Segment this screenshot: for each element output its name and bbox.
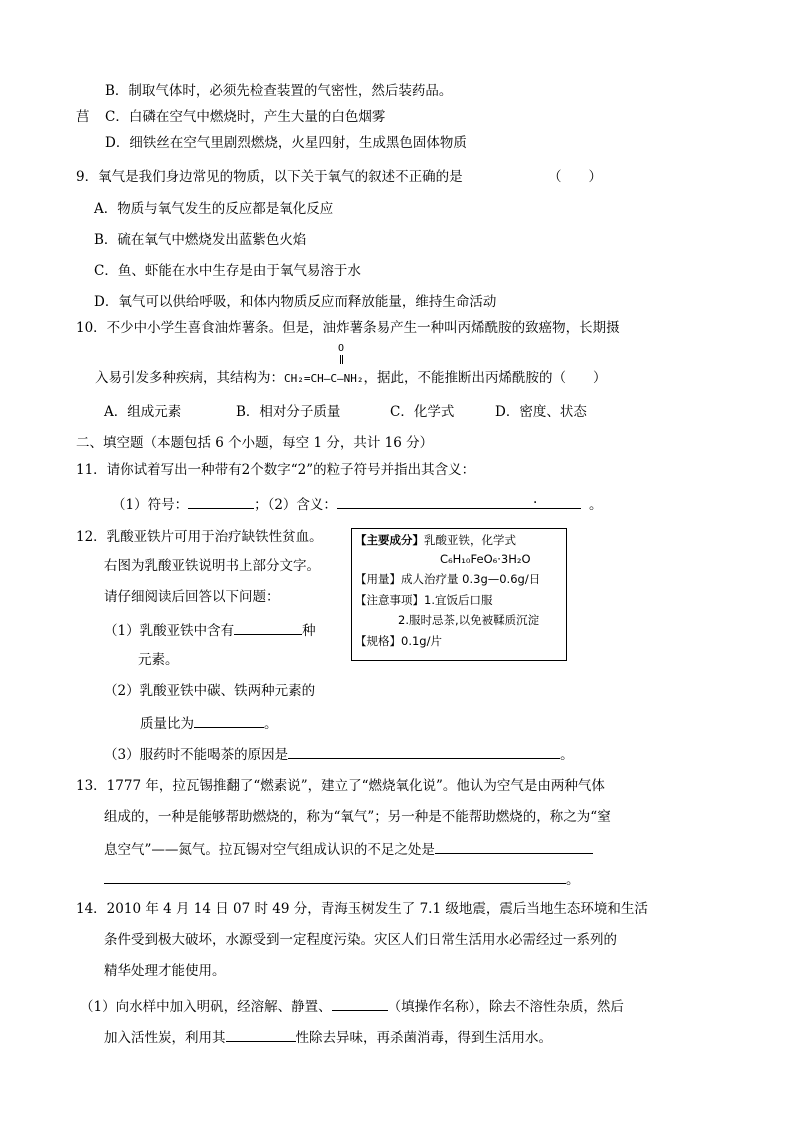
label-spec [355,633,442,649]
q9-answer-paren: （ ） [548,169,602,185]
q14-sub1-text3: 加入活性炭，利用其 [104,1030,226,1046]
q12-sub3-text: （3）服药时不能喝茶的原因是 [104,747,289,763]
q9-stem: 9．氧气是我们身边常见的物质，以下关于氧气的叙述不正确的是 [76,169,463,185]
q8-option-c: C．白磷在空气中燃烧时，产生大量的白色烟雾 [105,109,386,125]
q11-stem: 11．请你试着写出一种带有2个数字“2”的粒子符号并指出其含义： [76,462,476,478]
q12-sub1-cont: 元素。 [138,652,179,668]
q12-mass-ratio-label: 质量比为 [140,716,194,732]
q12-sub1 [104,620,316,640]
label-main-ingredient [355,532,516,548]
q14-line2: 条件受到极大破坏，水源受到一定程度污染。灾区人们日常生活用水必需经过一系列的 [104,932,617,948]
q8-margin-mark: 莒 [76,109,90,125]
q13-blank-a[interactable] [435,839,593,854]
q13-line4 [104,869,580,889]
q10-option-d: D．密度、状态 [495,404,587,420]
q9-option-d: D．氧气可以供给呼吸，和体内物质反应而释放能量，维持生命活动 [94,294,497,310]
q11-meaning-blank-tail[interactable] [535,494,581,509]
q13-line3 [104,839,593,859]
q11-end: 。 [588,497,603,513]
label-main-ingredient-tag: 【主要成分】 [355,533,424,547]
label-chemical-formula: C₆H₁₀FeO₆·3H₂O [440,552,531,566]
q12-sub2-cont [140,713,278,733]
label-dosage-tag: 【用量】 [355,572,401,586]
q12-line2: 右图为乳酸亚铁说明书上部分文字。 [104,558,320,574]
q12-sub3-end: 。 [560,747,574,763]
q10-line1: 10．不少中小学生喜食油炸薯条。但是，油炸薯条易产生一种叫丙烯酰胺的致癌物，长期摄 [76,320,620,336]
q12-line1: 12．乳酸亚铁片可用于治疗缺铁性贫血。 [76,529,323,545]
q13-line2: 组成的，一种是能够帮助燃烧的，称为“氧气”；另一种是不能帮助燃烧的，称之为“窒 [104,809,611,825]
formula-main: CH₂=CH—C—NH₂ [284,372,364,385]
q10-option-c: C．化学式 [390,404,455,420]
q12-sub2: （2）乳酸亚铁中碳、铁两种元素的 [104,683,316,699]
q14-line3: 精华处理才能使用。 [104,963,226,979]
label-precautions-tag: 【注意事项】 [355,593,424,607]
q12-sub2-end: 。 [264,716,278,732]
q14-operation-blank[interactable] [332,996,388,1011]
label-spec-text: 0.1g/片 [401,634,442,648]
q11-symbol-label: （1）符号： [112,497,189,513]
q12-line3: 请仔细阅读后回答以下问题： [104,589,280,605]
q8-option-b: B．制取气体时，必须先检查装置的气密性，然后装药品。 [105,83,453,99]
q9-option-a: A．物质与氧气发生的反应都是氧化反应 [94,201,334,217]
q12-mass-ratio-blank[interactable] [194,713,264,728]
q14-sub1-text2: （填操作名称），除去不溶性杂质，然后 [387,999,624,1015]
q14-sub1-text: （1）向水样中加入明矾，经溶解、静置、 [80,999,332,1015]
q14-property-blank[interactable] [226,1027,296,1042]
label-precautions-2: 2.服时忌茶,以免被鞣质沉淀 [398,613,540,627]
q12-tea-reason-blank[interactable] [288,744,560,759]
structural-formula [284,343,364,388]
q11-answer-line [112,491,603,514]
formula-oxygen: O [338,343,345,354]
q11-symbol-blank[interactable] [188,494,254,509]
q12-sub1-unit: 种 [302,623,316,639]
q13-end: 。 [566,872,580,888]
q11-dot: . [532,491,538,507]
label-precautions-text: 1.宜饭后口服 [424,593,493,607]
q10-option-a: A．组成元素 [104,404,182,420]
q9-option-c: C．鱼、虾能在水中生存是由于氧气易溶于水 [94,263,361,279]
q14-sub1 [80,996,624,1016]
q14-sub1-text4: 性除去异味，再杀菌消毒，得到生活用水。 [295,1030,552,1046]
q14-line1: 14．2010 年 4 月 14 日 07 时 49 分，青海玉树发生了 7.1 级地震，震后当地生态环境和生活 [76,901,648,917]
q14-sub1-cont [104,1027,552,1047]
q11-meaning-blank[interactable] [337,491,538,509]
label-dosage-text: 成人治疗量 0.3g—0.6g/日 [401,572,541,586]
section-2-heading: 二、填空题（本题包括 6 个小题，每空 1 分，共计 16 分） [76,435,434,451]
q13-line3-text: 息空气”——氮气。拉瓦锡对空气组成认识的不足之处是 [104,842,435,858]
q10-line2-post: ，据此，不能推断出丙烯酰胺的（ ） [363,370,607,386]
q12-sub3 [104,744,574,764]
q9-option-b: B．硫在氧气中燃烧发出蓝紫色火焰 [94,232,307,248]
label-precautions [355,592,492,608]
formula-double-bond [340,355,343,364]
label-main-ingredient-text: 乳酸亚铁，化学式 [424,533,516,547]
q13-line1: 13．1777 年，拉瓦锡推翻了“燃素说”，建立了“燃烧氧化说”。他认为空气是由两种气体 [76,778,605,794]
q13-blank-b[interactable] [104,869,566,884]
q8-option-d: D．细铁丝在空气里剧烈燃烧，火星四射，生成黑色固体物质 [105,135,467,151]
label-dosage [355,571,540,587]
q12-sub1-text: （1）乳酸亚铁中含有 [104,623,235,639]
q10-line2-pre: 入易引发多种疾病，其结构为： [95,370,284,386]
medicine-label-box [351,528,567,661]
q11-separator: ；（2）含义： [254,497,337,513]
q10-line2 [95,343,607,388]
label-spec-tag: 【规格】 [355,634,401,648]
q12-element-count-blank[interactable] [234,620,302,635]
q10-option-b: B．相对分子质量 [236,404,341,420]
